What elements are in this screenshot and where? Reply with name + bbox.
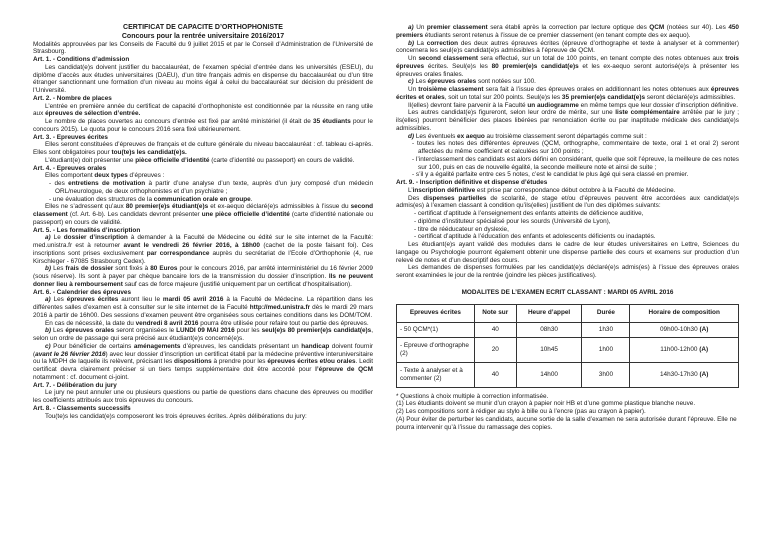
table-header-row bbox=[397, 304, 739, 322]
diploma-item-2: - diplôme d’instituteur spécialisé pour les sourds (Université de Lyon), bbox=[414, 217, 611, 225]
article-2-paragraph-2: Le nombre de places ouvertes au concours d’entrée est fixé par arrêté ministériel (il était de 35 étudiants pour le concours 2015). Le quota pour le concours 2016 sera fixé ultérieurement. bbox=[33, 118, 373, 133]
article-8-paragraph-c4: Les autres candidat(e)s figureront, selon leur ordre de mérite, sur une liste complémentaire arrêtée par le jury ; ils(elles) pourront bénéficier des places libérées par renonciation écrite ou par inaptitude médicale des candidat(e)s admissibles. bbox=[396, 109, 739, 132]
footnote: * Questions à choix multiple à correction informatisée. bbox=[396, 392, 549, 400]
article-9-title: Art. 9. - Inscription définitive et dispense d’études bbox=[396, 179, 548, 186]
article-4-paragraph-1: Elles comportent deux types d’épreuves : bbox=[45, 172, 165, 180]
article-6-paragraph-c: c) Pour bénéficier de certains aménagements d’épreuves, les candidats présentant un handicap doivent fournir (avant le 26 février 2016) avec leur dossier d’inscription un certificat établi par la médecine préventive interuniversitaire ou la MDPH de laquelle ils relèvent, précisant les dispositions à prendre pour les épreuves écrites et/ou orales. Ledit certificat devra clairement préciser si un tiers temps supplémentaire doit être accordé pour l’épreuve de QCM notamment : cf. document ci-joint. bbox=[33, 342, 374, 381]
exam-table-title: MODALITES DE L’EXAMEN ECRIT CLASSANT : MARDI 05 AVRIL 2016 bbox=[461, 288, 674, 296]
diploma-item-4: - certificat d’aptitude à l’éducation des enfants et adolescents déficients ou inadaptés. bbox=[414, 233, 656, 241]
footnote: (1) Les étudiants doivent se munir d’un crayon à papier noir HB et d’une gomme plastique blanche neuve. bbox=[396, 400, 696, 408]
tiebreak-rule-1: - toutes les notes des différentes épreuves (QCM, orthographe, commentaire de texte, oral 1 et oral 2) seront affectées du même coefficient et calculées sur 100 points ; bbox=[412, 140, 739, 155]
heure-cell: 14h00 bbox=[516, 362, 582, 387]
duree-cell: 1h00 bbox=[582, 337, 630, 362]
article-8-title: Art. 8. - Classements successifs bbox=[33, 404, 131, 412]
article-8-paragraph-b2: Un second classement sera effectué, sur un total de 100 points, en tenant compte des notes obtenues aux trois épreuves écrites. Seul(e)s les 80 premier(e)s candidat(e)s et les ex-aequo seront autorisé(e)s à présenter les épreuves orales finales. bbox=[396, 55, 739, 78]
epreuve-cell: - Epreuve d’orthographe (2) bbox=[397, 337, 475, 362]
article-3-title: Art. 3. - Epreuves écrites bbox=[33, 133, 108, 141]
article-8-paragraph-d: d) Les éventuels ex aequo au troisième classement seront départagés comme suit : bbox=[408, 132, 647, 140]
left-column bbox=[33, 24, 373, 420]
heure-cell: 08h30 bbox=[516, 322, 582, 337]
article-5-title: Art. 5. - Les formalités d’inscription bbox=[33, 226, 141, 234]
tiebreak-rule-2: - l’interclassement des candidats est alors défini en considérant, quelle que soit l’épreuve, la meilleure de ces notes sur 100, puis en cas de nouvelle égalité, la seconde meilleure note et ainsi de suite ; bbox=[412, 155, 739, 171]
article-3-paragraph-1: Elles seront constituées d’épreuves de français et de culture générale du niveau baccalauréat : cf. tableau ci-après. Elles sont obligatoires pour tou(te)s les candidat(e)s. bbox=[33, 141, 373, 156]
article-7-text: Le jury ne peut annuler une ou plusieurs questions ou partie de questions dans chacune des épreuves ou modifier les coefficients attribués aux trois épreuves du concours. bbox=[33, 389, 373, 404]
article-8-paragraph-b: b) La correction des deux autres épreuves écrites (épreuve d’orthographe et texte à analyser et à commenter) concernera les seul(e)s candidat(e)s admissibles à l’épreuve de QCM. bbox=[396, 39, 739, 55]
note-cell: 20 bbox=[474, 337, 516, 362]
tiebreak-rule-3: - s’il y a égalité parfaite entre ces 5 notes, c’est le candidat le plus âgé qui sera classé en premier. bbox=[412, 171, 689, 179]
article-8-paragraph-c3: Il(elles) devront faire parvenir à la Faculté un audiogramme en même temps que leur dossier d’inscription définitive. bbox=[408, 101, 738, 109]
table-row bbox=[397, 362, 739, 387]
column-header: Durée bbox=[582, 304, 630, 322]
table-row bbox=[397, 322, 739, 337]
article-4-item-1: - des entretiens de motivation à partir d’une analyse d’un texte, auprès d’un jury composé d’un médecin ORL/neurologue, de deux orthophonistes et d’un psychiatre ; bbox=[49, 180, 373, 195]
article-4-title: Art. 4. - Epreuves orales bbox=[33, 164, 107, 172]
document-subtitle: Concours pour la rentrée universitaire 2016/2017 bbox=[121, 32, 285, 40]
epreuve-cell: - Texte à analyser et à commenter (2) bbox=[397, 362, 475, 387]
duree-cell: 3h00 bbox=[582, 362, 630, 387]
article-5-paragraph-b: b) Les frais de dossier sont fixés à 80 Euros pour le concours 2016, par arrêté interministériel du 16 février 2009 (sous réserve). Ils sont à payer par chèque bancaire lors de la transmission du dossier d’inscription. Ils ne peuvent donner lieu à remboursement sauf cas de force majeure (justifié uniquement par un certificat d’hospitalisation). bbox=[33, 265, 373, 288]
table-footnotes bbox=[396, 393, 739, 432]
article-4-item-2: - une évaluation des structures de la communication orale en groupe. bbox=[49, 195, 253, 203]
diploma-item-1: - certificat d’aptitude à l’enseignement des enfants atteints de déficience auditive, bbox=[414, 210, 644, 217]
note-cell: 40 bbox=[474, 322, 516, 337]
article-6-title: Art. 6. - Calendrier des épreuves bbox=[33, 288, 132, 296]
exam-schedule-table bbox=[396, 304, 739, 388]
table-row bbox=[397, 337, 739, 362]
intro-paragraph: Modalités approuvées par les Conseils de Faculté du 9 juillet 2015 et par le Conseil d’Administration de l’Université de Strasbourg. bbox=[33, 40, 373, 56]
article-6-paragraph-a: a) Les épreuves écrites auront lieu le mardi 05 avril 2016 à la Faculté de Médecine. La répartition dans les différentes salles d’examen est à consulter sur le site internet de la Faculté http://med.unistra.fr dès le mardi 29 mars 2016 à partir de 16h00. Des sessions d’examen peuvent être organisées sous certaines conditions dans les DOM/TOM. bbox=[33, 296, 374, 319]
article-4-paragraph-2: Elles ne s’adressent qu’aux 80 premier(e)s étudiant(e)s et ex-aequo déclaré(e)s admissibles à l’issue du second classement (cf. Art. 6-b). Les candidats devront présenter une pièce officielle d’identité (carte d’identité nationale ou passeport) en cours de validité. bbox=[33, 203, 373, 226]
column-header: Note sur bbox=[474, 304, 516, 322]
article-8-paragraph-c2: Un troisième classement sera fait à l’issue des épreuves orales en additionnant les notes obtenues aux épreuves écrites et orales, soit un total sur 200 points. Seul(e)s les 35 premier(e)s candidat(e)s seront déclaré(e)s admissibles. bbox=[396, 86, 739, 101]
duree-cell: 1h30 bbox=[582, 322, 630, 337]
article-6-paragraph-b: b) Les épreuves orales seront organisées le LUNDI 09 MAI 2016 pour les seul(e)s 80 premier(e)s candidat(e)s, selon un ordre de passage qui sera précisé aux étudiant(e)s concerné(e)s. bbox=[33, 327, 374, 342]
diploma-item-3: - titre de rééducateur en dyslexie, bbox=[414, 225, 509, 233]
footnote: (A) Pour éviter de perturber les candidats, aucune sortie de la salle d’examen ne sera autorisée durant l’épreuve. Elle ne pourra intervenir qu’à l’issue du ramassage des copies. bbox=[396, 415, 737, 431]
article-2-title: Art. 2. - Nombre de places bbox=[33, 94, 112, 102]
article-9-paragraph-1: L’inscription définitive est prise par correspondance début octobre à la Faculté de Médecine. bbox=[408, 186, 676, 194]
article-7-title: Art. 7. - Délibération du jury bbox=[33, 381, 117, 389]
column-header: Epreuves écrites bbox=[397, 304, 475, 322]
article-8-paragraph-a: a) Un premier classement sera établi après la correction par lecture optique des QCM (notées sur 40). Les 450 premiers étudiants seront retenus à l’issue de ce premier classement (en tenant compte des ex aequo). bbox=[396, 24, 739, 39]
article-1-title: Art. 1. - Conditions d’admission bbox=[33, 56, 130, 63]
article-9-paragraph-2: Des dispenses partielles de scolarité, de stage et/ou d’épreuves peuvent être accordées aux candidat(e)s admis(es) à l’examen classant à condition qu’ils(elles) justifient de l’un des diplômes suivants: bbox=[396, 194, 739, 210]
article-1-text: Les candidat(e)s doivent justifier du baccalauréat, de l’examen spécial d’entrée dans les universités (ESEU), du diplôme d’accès aux études universitaires (DAEU), d’un titre français admis en dispense du baccalauréat ou d’un titre étranger sanctionnant une formation d’un niveau au moins égal à celui du baccalauréat sur décision du président de l’Université. bbox=[33, 63, 373, 94]
right-column bbox=[396, 24, 739, 431]
horaire-cell: 09h00-10h30 (A) bbox=[630, 322, 739, 337]
column-header: Heure d’appel bbox=[516, 304, 582, 322]
article-9-paragraph-3: Les étudiant(e)s ayant validé des modules dans le cadre de leur études universitaires en Lettre, Sciences du langage ou Psychologie pourront également obtenir une dispense partielle des cours et examens sur production d’un relevé de notes et d’un descriptif des cours. bbox=[396, 241, 739, 264]
article-5-paragraph-a: a) Le dossier d’inscription à demander à la Faculté de Médecine ou édité sur le site internet de la Faculté: med.unistra.fr est à retourner avant le vendredi 26 février 2016, à 18h00 (cachet de la poste faisant foi). Ces inscriptions sont prises exclusivement par correspondance auprès du secrétariat de l’Ecole d’Orthophonie (4, rue Kirschleger - 67085 Strasbourg Cedex). bbox=[33, 234, 374, 265]
note-cell: 40 bbox=[474, 362, 516, 387]
article-3-paragraph-2: L’étudiant(e) doit présenter une pièce officielle d’identité (carte d’identité ou passeport) en cours de validité. bbox=[45, 156, 355, 164]
footnote: (2) Les compositions sont à rédiger au stylo à bille ou à l’encre (pas au crayon à papier). bbox=[396, 408, 646, 415]
article-6-paragraph-a2: En cas de nécessité, la date du vendredi 8 avril 2016 pourra être utilisée pour refaire tout ou partie des épreuves. bbox=[45, 319, 369, 327]
article-8-paragraph-c: c) Les épreuves orales sont notées sur 100. bbox=[408, 78, 536, 86]
epreuve-cell: - 50 QCM*(1) bbox=[397, 322, 475, 337]
horaire-cell: 14h30-17h30 (A) bbox=[630, 362, 739, 387]
article-8-text: Tou(te)s les candidat(e)s composeront les trois épreuves écrites. Après délibérations du jury: bbox=[45, 412, 307, 420]
heure-cell: 10h45 bbox=[516, 337, 582, 362]
column-header: Horaire de composition bbox=[630, 304, 739, 322]
horaire-cell: 11h00-12h00 (A) bbox=[630, 337, 739, 362]
article-2-paragraph-1: L’entrée en première année du certificat de capacité d’orthophoniste est conditionnée par la réussite en rang utile aux épreuves de sélection d’entrée. bbox=[33, 102, 373, 118]
article-9-paragraph-4: Les demandes de dispenses formulées par les candidat(e)s déclaré(e)s admis(es) à l’issue des épreuves orales seront examinées le jour de la rentrée (joindre les pièces justificatives). bbox=[396, 264, 739, 279]
document-title: CERTIFICAT DE CAPACITE D’ORTHOPHONISTE bbox=[123, 24, 283, 31]
